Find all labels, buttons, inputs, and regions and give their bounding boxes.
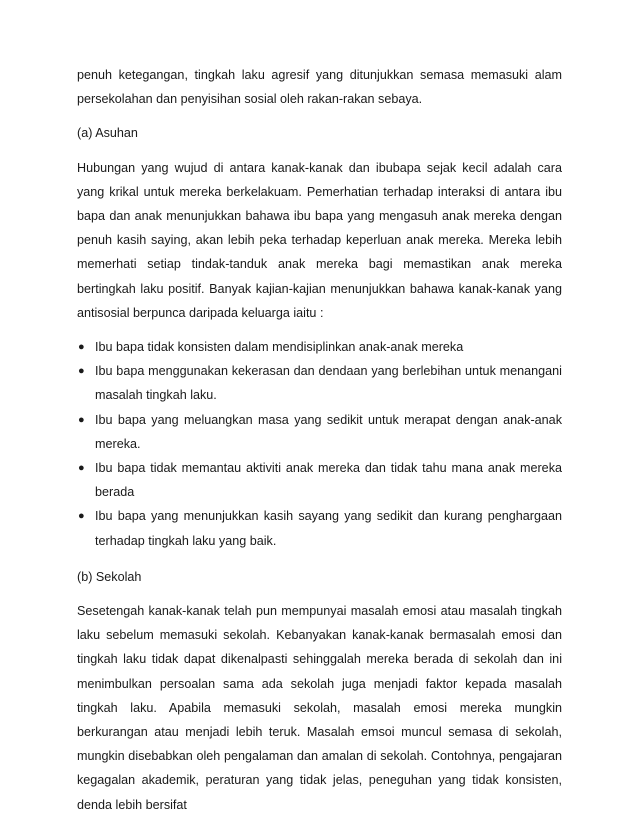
list-item — [77, 335, 562, 359]
section-heading-sekolah: (b) Sekolah — [77, 569, 142, 584]
intro-paragraph: penuh ketegangan, tingkah laku agresif yang ditunjukkan semasa memasuki alam persekolahan dan penyisihan sosial oleh rakan-rakan sebaya. — [77, 68, 562, 107]
document-page — [77, 63, 562, 817]
bullet-icon: ● — [78, 462, 85, 475]
list-item — [77, 408, 562, 456]
bullet-icon: ● — [78, 365, 85, 378]
list-item-text: Ibu bapa yang menunjukkan kasih sayang yang sedikit dan kurang penghargaan terhadap tingkah laku yang baik. — [95, 509, 562, 548]
list-item-text: Ibu bapa menggunakan kekerasan dan dendaan yang berlebihan untuk menangani masalah tingkah laku. — [95, 364, 562, 403]
list-item — [77, 504, 562, 552]
section-heading-asuhan: (a) Asuhan — [77, 126, 138, 141]
list-item — [77, 359, 562, 407]
bullet-icon: ● — [78, 341, 85, 354]
list-item-text: Ibu bapa tidak memantau aktiviti anak mereka dan tidak tahu mana anak mereka berada — [95, 461, 562, 500]
bullet-icon: ● — [78, 510, 85, 523]
asuhan-paragraph: Hubungan yang wujud di antara kanak-kanak dan ibubapa sejak kecil adalah cara yang krikal untuk mereka berkelakuam. Pemerhatian terhadap interaksi di antara ibu bapa dan anak menunjukkan bahawa ibu bapa yang mengasuh anak mereka dengan penuh kasih saying, akan lebih peka terhadap keperluan anak mereka. Mereka lebih memerhati setiap tindak-tanduk anak mereka bagi memastikan anak mereka bertingkah laku positif. Banyak kajian-kajian menunjukkan bahawa kanak-kanak yang antisosial berpunca daripada keluarga iaitu : — [77, 160, 562, 320]
list-item-text: Ibu bapa yang meluangkan masa yang sedikit untuk merapat dengan anak-anak mereka. — [95, 412, 562, 451]
bullet-list — [77, 335, 562, 553]
sekolah-paragraph: Sesetengah kanak-kanak telah pun mempunyai masalah emosi atau masalah tingkah laku sebelum memasuki sekolah. Kebanyakan kanak-kanak bermasalah emosi dan tingkah laku tidak dapat dikenalpasti sehinggalah mereka berada di sekolah dan ini menimbulkan persoalan sama ada sekolah juga menjadi faktor kepada masalah tingkah laku. Apabila memasuki sekolah, masalah emosi mereka mungkin berkurangan atau menjadi lebih teruk. Masalah emsoi muncul semasa di sekolah, mungkin disebabkan oleh pengalaman dan amalan di sekolah. Contohnya, pengajaran kegagalan akademik, peraturan yang tidak jelas, peneguhan yang tidak konsisten, denda lebih bersifat — [77, 604, 562, 812]
list-item-text: Ibu bapa tidak konsisten dalam mendisiplinkan anak-anak mereka — [95, 340, 464, 355]
list-item — [77, 456, 562, 504]
bullet-icon: ● — [78, 413, 85, 426]
